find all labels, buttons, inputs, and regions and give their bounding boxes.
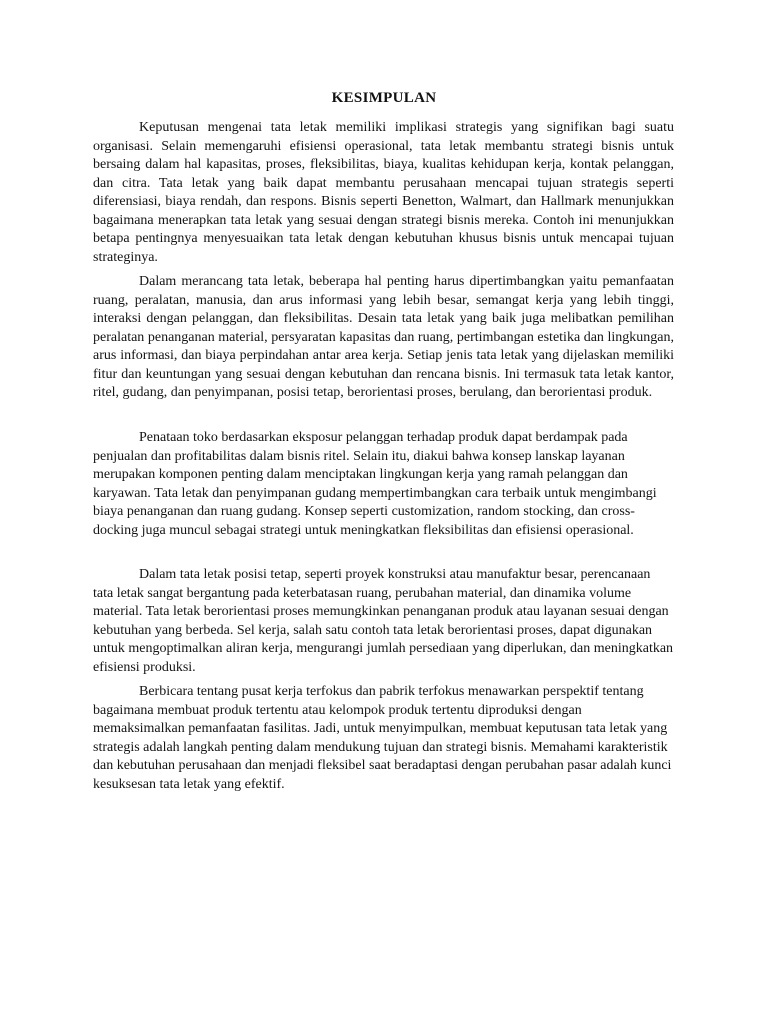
- paragraph-strategic-implications: Keputusan mengenai tata letak memiliki implikasi strategis yang signifikan bagi suatu organisasi. Selain memengaruhi efisiensi operasional, tata letak membantu strategi bisnis untuk bersaing dalam hal kapasitas, proses, fleksibilitas, biaya, kualitas kehidupan kerja, kontak pelanggan, dan citra. Tata letak yang baik dapat membantu perusahaan mencapai tujuan strategis seperti diferensiasi, biaya rendah, dan respons. Bisnis seperti Benetton, Walmart, dan Hallmark menunjukkan bagaimana menerapkan tata letak yang sesuai dengan strategi bisnis mereka. Contoh ini menunjukkan betapa pentingnya menyesuaikan tata letak dengan kebutuhan khusus bisnis untuk mencapai tujuan strateginya.: [93, 120, 674, 265]
- page-title: KESIMPULAN: [331, 90, 437, 106]
- paragraph-retail-and-warehouse: Penataan toko berdasarkan eksposur pelanggan terhadap produk dapat berdampak pada penjualan dan profitabilitas dalam bisnis ritel. Selain itu, diakui bahwa konsep lanskap layanan merupakan komponen penting dalam menciptakan lingkungan kerja yang ramah pelanggan dan karyawan. Tata letak dan penyimpanan gudang mempertimbangkan cara terbaik untuk mengimbangi biaya penanganan dan ruang gudang. Konsep seperti customization, random stocking, dan cross-docking juga muncul sebagai strategi untuk meningkatkan fleksibilitas dan efisiensi operasional.: [93, 430, 657, 538]
- paragraph-layout-design-considerations: Dalam merancang tata letak, beberapa hal penting harus dipertimbangkan yaitu pemanfaatan ruang, peralatan, manusia, dan arus informasi yang lebih besar, semangat kerja yang lebih tinggi, interaksi dengan pelanggan, dan fleksibilitas. Desain tata letak yang baik juga melibatkan pemilihan peralatan penanganan material, persyaratan kapasitas dan ruang, pertimbangan estetika dan lingkungan, arus informasi, dan biaya perpindahan antar area kerja. Setiap jenis tata letak yang dijelaskan memiliki fitur dan keuntungan yang sesuai dengan kebutuhan dan rencana bisnis. Ini termasuk tata letak kantor, ritel, gudang, dan penyimpanan, posisi tetap, berorientasi proses, berulang, dan berorientasi produk.: [93, 274, 674, 400]
- paragraph-focused-facilities-conclusion: Berbicara tentang pusat kerja terfokus dan pabrik terfokus menawarkan perspektif tentang bagaimana membuat produk tertentu atau kelompok produk tertentu diproduksi dengan memaksimalkan pemanfaatan fasilitas. Jadi, untuk menyimpulkan, membuat keputusan tata letak yang strategis adalah langkah penting dalam mendukung tujuan dan strategi bisnis. Memahami karakteristik dan kebutuhan perusahaan dan menjadi fleksibel saat beradaptasi dengan perubahan pasar adalah kunci kesuksesan tata letak yang efektif.: [93, 684, 672, 792]
- paragraph-fixed-position-and-process: Dalam tata letak posisi tetap, seperti proyek konstruksi atau manufaktur besar, perencanaan tata letak sangat bergantung pada keterbatasan ruang, perubahan material, dan dinamika volume material. Tata letak berorientasi proses memungkinkan penanganan produk atau layanan sesuai dengan kebutuhan yang berbeda. Sel kerja, salah satu contoh tata letak berorientasi proses, dapat digunakan untuk mengoptimalkan aliran kerja, mengurangi jumlah persediaan yang diperlukan, dan meningkatkan efisiensi produksi.: [93, 567, 674, 675]
